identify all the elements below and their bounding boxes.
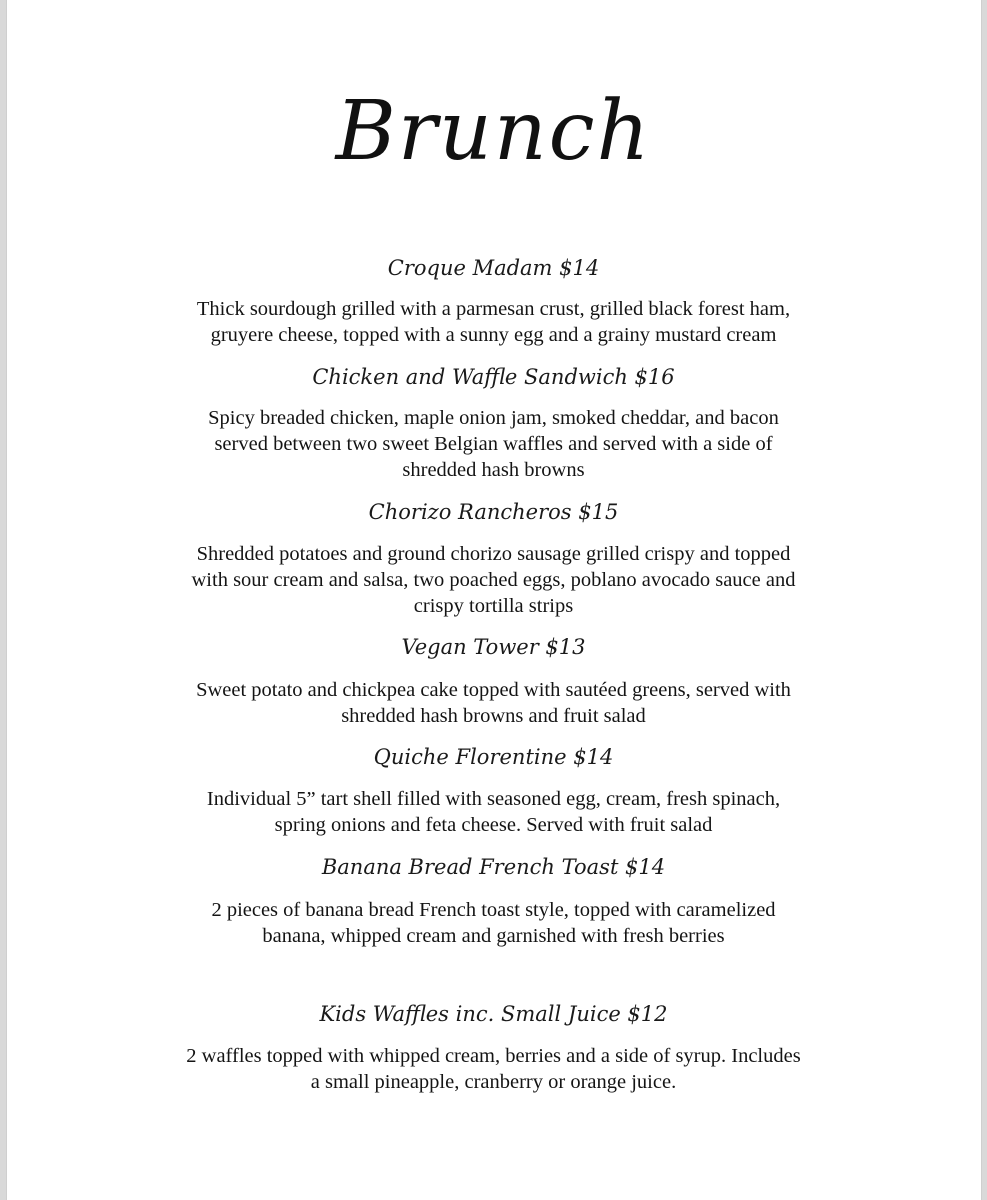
menu-item-description [0, 296, 987, 348]
menu-item-name: Chorizo Rancheros $15 [368, 500, 619, 524]
description-line: Spicy breaded chicken, maple onion jam, smoked cheddar, and bacon [208, 407, 779, 429]
description-line: 2 waffles topped with whipped cream, berries and a side of syrup. Includes [186, 1045, 801, 1067]
menu-item-description [0, 1043, 987, 1095]
menu-item-description [0, 405, 987, 483]
description-line: Sweet potato and chickpea cake topped with sautéed greens, served with [196, 679, 791, 701]
menu-item-name: Kids Waffles inc. Small Juice $12 [319, 1002, 668, 1026]
description-line: gruyere cheese, topped with a sunny egg and a grainy mustard cream [210, 324, 777, 346]
menu-title: Brunch [335, 84, 652, 179]
description-line: banana, whipped cream and garnished with fresh berries [262, 925, 725, 947]
description-line: served between two sweet Belgian waffles and served with a side of [214, 433, 773, 455]
description-line: 2 pieces of banana bread French toast style, topped with caramelized [211, 899, 776, 921]
description-line: a small pineapple, cranberry or orange juice. [310, 1071, 677, 1093]
menu-item-description [0, 677, 987, 729]
description-line: shredded hash browns [402, 459, 585, 481]
menu-item-name: Vegan Tower $13 [401, 635, 586, 659]
menu-item-name: Chicken and Waffle Sandwich $16 [312, 365, 675, 389]
menu-item-name: Banana Bread French Toast $14 [321, 855, 666, 879]
description-line: spring onions and feta cheese. Served with fruit salad [274, 814, 713, 836]
menu-item-name: Croque Madam $14 [387, 256, 600, 280]
description-line: with sour cream and salsa, two poached eggs, poblano avocado sauce and [191, 569, 796, 591]
menu-item-description [0, 541, 987, 619]
description-line: Shredded potatoes and ground chorizo sausage grilled crispy and topped [196, 543, 791, 565]
description-line: shredded hash browns and fruit salad [341, 705, 646, 727]
description-line: Thick sourdough grilled with a parmesan crust, grilled black forest ham, [196, 298, 791, 320]
menu-item-description [0, 786, 987, 838]
description-line: crispy tortilla strips [413, 595, 574, 617]
description-line: Individual 5” tart shell filled with seasoned egg, cream, fresh spinach, [206, 788, 781, 810]
menu-item-name: Quiche Florentine $14 [373, 745, 614, 769]
menu-item-description [0, 897, 987, 949]
